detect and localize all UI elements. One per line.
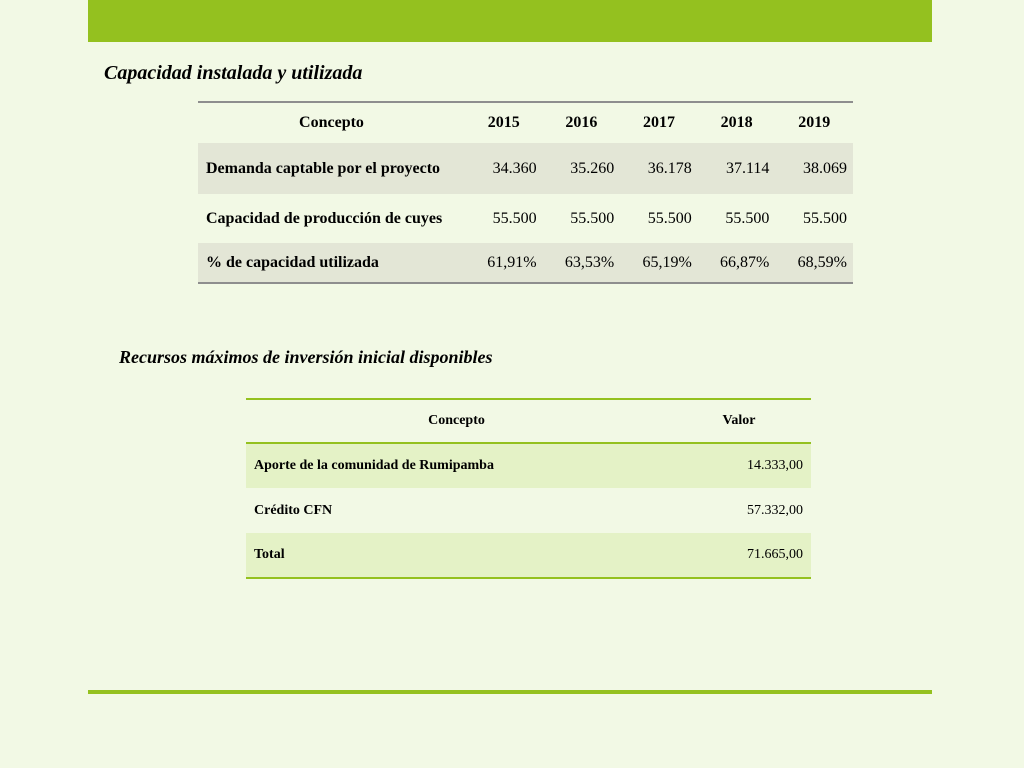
table-row bbox=[198, 194, 853, 243]
table-row bbox=[246, 488, 811, 533]
table-cell: 14.333,00 bbox=[747, 458, 803, 473]
table-row bbox=[198, 143, 853, 194]
row-label: Demanda captable por el proyecto bbox=[206, 160, 441, 177]
column-header: 2015 bbox=[487, 114, 520, 131]
table-row bbox=[246, 443, 811, 488]
table-cell: 55.500 bbox=[570, 209, 615, 227]
table-cell: 37.114 bbox=[725, 159, 770, 177]
table-cell: 34.360 bbox=[492, 159, 537, 177]
table-cell: 57.332,00 bbox=[747, 502, 803, 518]
investment-table bbox=[246, 398, 811, 579]
row-label: % de capacidad utilizada bbox=[206, 254, 379, 271]
table-cell: 65,19% bbox=[642, 253, 692, 271]
column-header: 2016 bbox=[565, 114, 598, 131]
table-cell: 55.500 bbox=[725, 209, 770, 227]
table-cell: 61,91% bbox=[487, 253, 537, 271]
column-header: Concepto bbox=[428, 413, 485, 428]
table-row bbox=[246, 533, 811, 578]
table-cell: 63,53% bbox=[564, 253, 615, 271]
column-header: Concepto bbox=[299, 114, 364, 131]
row-label: Capacidad de producción de cuyes bbox=[206, 210, 443, 227]
table-cell: 38.069 bbox=[803, 159, 847, 177]
table-cell: 55.500 bbox=[492, 209, 537, 227]
column-header: 2018 bbox=[720, 114, 753, 131]
table-row bbox=[198, 243, 853, 283]
table-cell: 66,87% bbox=[720, 253, 770, 271]
row-label: Crédito CFN bbox=[254, 502, 333, 518]
column-header: 2019 bbox=[798, 114, 831, 131]
table-cell: 55.500 bbox=[647, 209, 692, 227]
column-header: Valor bbox=[722, 413, 756, 428]
table-header-row bbox=[198, 102, 853, 143]
header-accent-bar bbox=[88, 0, 932, 42]
table-header-row bbox=[246, 399, 811, 443]
table-cell: 68,59% bbox=[797, 253, 847, 271]
capacity-table bbox=[198, 101, 853, 284]
row-label: Aporte de la comunidad de Rumipamba bbox=[254, 458, 494, 473]
section-title-capacity: Capacidad instalada y utilizada bbox=[104, 62, 363, 84]
table-cell: 35.260 bbox=[570, 159, 615, 177]
table-cell: 36.178 bbox=[647, 159, 692, 177]
footer-accent-rule bbox=[88, 690, 932, 694]
row-label: Total bbox=[254, 547, 285, 562]
table-cell: 55.500 bbox=[803, 209, 847, 227]
section-title-investment: Recursos máximos de inversión inicial disponibles bbox=[119, 347, 493, 367]
table-cell: 71.665,00 bbox=[747, 547, 803, 562]
column-header: 2017 bbox=[642, 114, 675, 131]
